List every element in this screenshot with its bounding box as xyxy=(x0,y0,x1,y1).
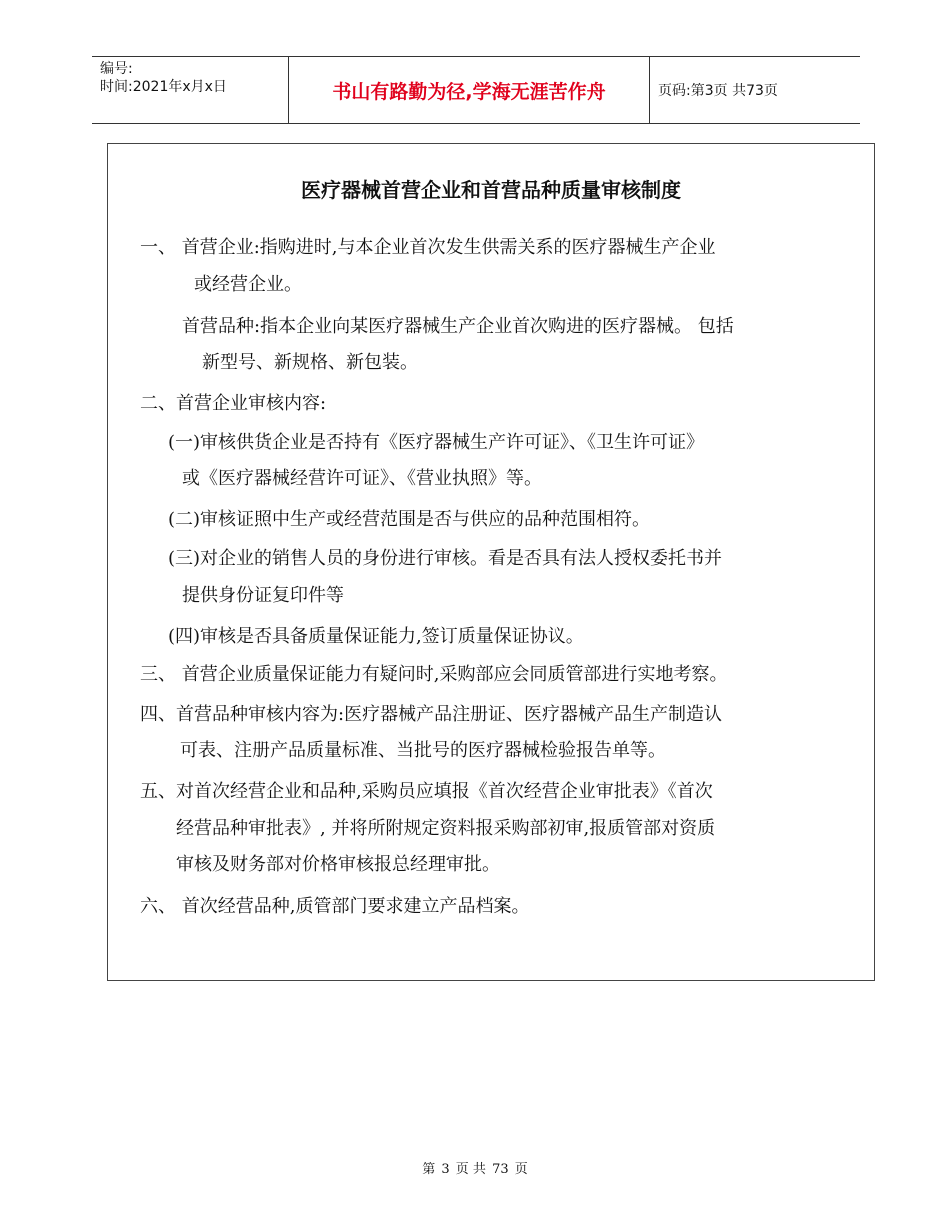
footer-page-number: 3 xyxy=(441,1162,450,1177)
number-label: 编号: xyxy=(100,61,133,77)
footer-suffix: 页 xyxy=(514,1162,528,1177)
page-footer xyxy=(0,1158,950,1177)
footer-total-pages: 73 xyxy=(492,1162,509,1177)
line-12: 三、 首营企业质量保证能力有疑问时,采购部应会同质管部进行实地考察。 xyxy=(140,664,728,685)
line-13: 四、首营品种审核内容为:医疗器械产品注册证、医疗器械产品生产制造认 xyxy=(140,704,723,725)
line-17: 审核及财务部对价格审核报总经理审批。 xyxy=(176,854,500,875)
document-title: 医疗器械首营企业和首营品种质量审核制度 xyxy=(301,178,681,202)
line-15: 五、对首次经营企业和品种,采购员应填报《首次经营企业审批表》《首次 xyxy=(140,781,713,802)
header-page-info: 页码:第3页 共73页 xyxy=(658,83,778,99)
line-11: (四)审核是否具备质量保证能力,签订质量保证协议。 xyxy=(168,626,584,647)
footer-mid: 页 共 xyxy=(455,1162,486,1177)
line-16: 经营品种审批表》, 并将所附规定资料报采购部初审,报质管部对资质 xyxy=(176,818,716,839)
line-1: 一、 首营企业:指购进时,与本企业首次发生供需关系的医疗器械生产企业 xyxy=(140,237,716,258)
line-18: 六、 首次经营品种,质管部门要求建立产品档案。 xyxy=(140,896,530,917)
time-label: 时间:2021年x月x日 xyxy=(100,79,227,95)
footer-prefix: 第 xyxy=(422,1162,436,1177)
line-6: (一)审核供货企业是否持有《医疗器械生产许可证》、《卫生许可证》 xyxy=(168,432,705,453)
line-8: (二)审核证照中生产或经营范围是否与供应的品种范围相符。 xyxy=(168,509,651,530)
line-14: 可表、注册产品质量标准、当批号的医疗器械检验报告单等。 xyxy=(180,740,666,761)
line-4: 新型号、新规格、新包装。 xyxy=(202,352,418,373)
header-motto: 书山有路勤为径,学海无涯苦作舟 xyxy=(289,57,650,123)
content-box xyxy=(107,143,875,981)
line-9: (三)对企业的销售人员的身份进行审核。看是否具有法人授权委托书并 xyxy=(168,548,723,569)
header-meta-cell xyxy=(92,57,289,123)
line-7: 或《医疗器械经营许可证》、《营业执照》等。 xyxy=(182,468,542,489)
line-5: 二、首营企业审核内容: xyxy=(140,393,327,414)
line-2: 或经营企业。 xyxy=(194,274,302,295)
line-10: 提供身份证复印件等 xyxy=(182,585,344,606)
page-header xyxy=(92,56,860,124)
line-3: 首营品种:指本企业向某医疗器械生产企业首次购进的医疗器械。 包括 xyxy=(182,316,734,337)
